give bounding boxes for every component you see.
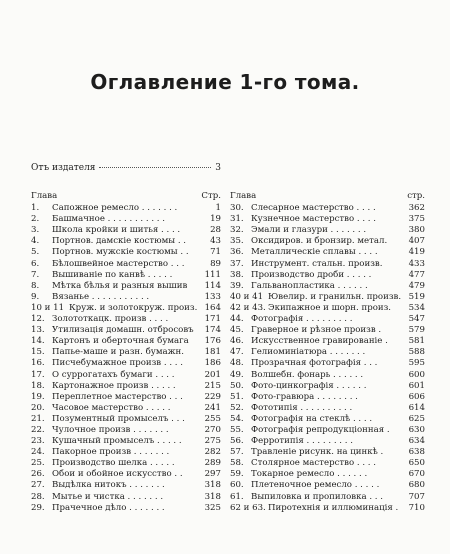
chapter-title: Фото-гравюра . . . . . . . . <box>251 391 358 402</box>
chapter-title: Круж. и золотокруж. произ. <box>69 302 198 313</box>
chapter-page: 111 <box>204 269 221 280</box>
chapter-number: 60. <box>230 480 244 491</box>
leader-dots <box>99 167 211 168</box>
toc-entry <box>31 336 221 347</box>
chapter-number: 3. <box>31 225 40 236</box>
chapter-page: 634 <box>408 436 425 447</box>
chapter-page: 89 <box>210 258 221 269</box>
chapter-number: 54. <box>230 413 244 424</box>
chapter-number: 40 и 41 <box>230 291 264 302</box>
chapter-page: 362 <box>408 203 425 214</box>
toc-entry <box>230 414 425 425</box>
chapter-number: 8. <box>31 280 40 291</box>
chapter-title: Искусственное гравированіе . <box>251 336 388 347</box>
chapter-page: 588 <box>408 347 425 358</box>
chapter-page: 325 <box>204 502 221 513</box>
toc-entry <box>230 458 425 469</box>
chapter-title: Ферротипія . . . . . . . . . <box>251 436 353 447</box>
chapter-number: 61. <box>230 491 244 502</box>
chapter-number: 42 и 43. <box>230 302 266 313</box>
chapter-page: 380 <box>408 225 425 236</box>
chapter-number: 16. <box>31 358 45 369</box>
toc-entry <box>31 403 221 414</box>
chapter-title: Слесарное мастерство . . . . <box>251 203 376 214</box>
chapter-title: Золототкацк. произв . . . . <box>52 314 169 325</box>
chapter-number: 12. <box>31 314 45 325</box>
chapter-number: 48. <box>230 358 244 369</box>
chapter-title: Портнов. мужскіе костюмы . . <box>52 247 189 258</box>
chapter-number: 47. <box>230 347 244 358</box>
chapter-number: 15. <box>31 347 45 358</box>
chapter-title: Башмачное . . . . . . . . . . . <box>52 214 166 225</box>
chapter-number: 44. <box>230 314 244 325</box>
chapter-page: 600 <box>408 369 425 380</box>
chapter-page: 419 <box>408 247 425 258</box>
toc-entries <box>230 203 425 514</box>
toc-entry <box>230 314 425 325</box>
chapter-title: Плетеночное ремесло . . . . . <box>251 480 380 491</box>
chapter-number: 55. <box>230 424 244 435</box>
toc-entry <box>31 492 221 503</box>
toc-entry <box>31 259 221 270</box>
toc-entry <box>230 469 425 480</box>
chapter-number: 38. <box>230 269 244 280</box>
chapter-title: Кузнечное мастерство . . . . <box>251 214 377 225</box>
chapter-page: 19 <box>210 214 221 225</box>
chapter-page: 479 <box>408 280 425 291</box>
toc-entries <box>31 203 221 514</box>
chapter-title: Фотографія . . . . . . . . . <box>251 314 353 325</box>
toc-entry <box>230 203 425 214</box>
toc-entry <box>31 314 221 325</box>
toc-entry <box>31 236 221 247</box>
chapter-title: Производство дроби . . . . . <box>251 269 372 280</box>
chapter-number: 46. <box>230 336 244 347</box>
chapter-title: Прачечное дѣло . . . . . . . <box>52 502 165 513</box>
toc-entry <box>230 214 425 225</box>
chapter-page: 176 <box>204 336 221 347</box>
chapter-title: Кушачный промыселъ . . . . . <box>52 436 182 447</box>
chapter-title: Вязанье . . . . . . . . . . . <box>52 291 150 302</box>
chapter-page: 534 <box>408 302 425 313</box>
chapter-page: 114 <box>204 280 221 291</box>
chapter-title: Столярное мастерство . . . . <box>251 458 376 469</box>
chapter-title: Бѣлошвейное мастерство . . . <box>52 258 185 269</box>
chapter-title: Эмали и глазури . . . . . . . <box>251 225 367 236</box>
chapter-number: 13. <box>31 325 45 336</box>
chapter-title: Школа кройки и шитья . . . . <box>52 225 181 236</box>
chapter-title: Обои и обойное искусство . . <box>52 469 183 480</box>
chapter-title: Мѣтка бѣлья и разныя вышив <box>52 280 188 291</box>
chapter-page: 43 <box>210 236 221 247</box>
chapter-number: 14. <box>31 336 45 347</box>
toc-entry <box>31 414 221 425</box>
chapter-title: Граверное и рѣзное произв . <box>251 325 382 336</box>
toc-entry <box>230 492 425 503</box>
toc-entry <box>230 447 425 458</box>
chapter-title: Картонажное произв . . . . . <box>52 380 176 391</box>
chapter-page: 375 <box>408 214 425 225</box>
chapter-page: 601 <box>408 380 425 391</box>
chapter-number: 57. <box>230 447 244 458</box>
chapter-page: 630 <box>408 424 425 435</box>
chapter-number: 31. <box>230 214 244 225</box>
chapter-title: О суррогатахъ бумаги . . . . <box>52 369 175 380</box>
chapter-number: 58. <box>230 458 244 469</box>
chapter-page: 201 <box>204 369 221 380</box>
chapter-page: 171 <box>204 314 221 325</box>
chapter-number: 45. <box>230 325 244 336</box>
chapter-page: 28 <box>210 225 221 236</box>
chapter-page: 270 <box>204 424 221 435</box>
toc-entry <box>230 403 425 414</box>
publisher-note-label: Отъ издателя <box>31 163 96 173</box>
toc-entry <box>230 436 425 447</box>
chapter-page: 680 <box>408 480 425 491</box>
toc-entry <box>31 370 221 381</box>
chapter-title: Травленіе рисунк. на цинкѣ . <box>251 447 384 458</box>
toc-entry <box>230 480 425 491</box>
toc-entry <box>230 247 425 258</box>
toc-entry <box>31 214 221 225</box>
toc-entry <box>230 225 425 236</box>
chapter-number: 4. <box>31 236 40 247</box>
chapter-number: 1. <box>31 203 40 214</box>
chapter-page: 614 <box>408 402 425 413</box>
chapter-number: 27. <box>31 480 45 491</box>
toc-entry <box>230 270 425 281</box>
chapter-number: 9. <box>31 291 40 302</box>
chapter-page: 289 <box>204 458 221 469</box>
chapter-number: 36. <box>230 247 244 258</box>
column-header <box>230 191 425 202</box>
chapter-number: 18. <box>31 380 45 391</box>
chapter-number: 50. <box>230 380 244 391</box>
toc-entry <box>230 347 425 358</box>
chapter-number: 30. <box>230 203 244 214</box>
toc-entry <box>230 336 425 347</box>
chapter-title: Инструмент. стальн. произв. <box>251 258 383 269</box>
publisher-note-entry <box>31 163 221 173</box>
chapter-title: Фототипія . . . . . . . . . . <box>251 402 353 413</box>
chapter-number: 26. <box>31 469 45 480</box>
toc-entry <box>230 370 425 381</box>
chapter-number: 22. <box>31 424 45 435</box>
chapter-number: 2. <box>31 214 40 225</box>
chapter-title: Фотографія репродукціонная . <box>251 424 390 435</box>
chapter-title: Сапожное ремесло . . . . . . . <box>52 203 178 214</box>
chapter-title: Пакорное произв . . . . . . . <box>52 447 170 458</box>
chapter-title: Чулочное произв . . . . . . . <box>52 424 169 435</box>
chapter-title: Металлическіе сплавы . . . . <box>251 247 378 258</box>
chapter-page: 186 <box>204 358 221 369</box>
chapter-page: 407 <box>408 236 425 247</box>
toc-entry <box>31 303 221 314</box>
chapter-title: Ювелир. и гранильн. произв. <box>268 291 402 302</box>
toc-entry <box>230 281 425 292</box>
toc-entry <box>31 425 221 436</box>
chapter-title: Пиротехнія и иллюминація . <box>268 502 399 513</box>
chapter-page: 215 <box>204 380 221 391</box>
toc-entry <box>230 392 425 403</box>
chapter-number: 19. <box>31 391 45 402</box>
chapter-title: Экипажное и шорн. произ. <box>268 302 392 313</box>
chapter-title: Картонъ и оберточная бумага <box>52 336 189 347</box>
toc-entry <box>31 458 221 469</box>
chapter-number: 32. <box>230 225 244 236</box>
chapter-page: 581 <box>408 336 425 347</box>
toc-entry <box>230 358 425 369</box>
toc-entry <box>31 392 221 403</box>
toc-entry <box>230 325 425 336</box>
chapter-page: 318 <box>204 480 221 491</box>
toc-entry <box>31 270 221 281</box>
chapter-page: 174 <box>204 325 221 336</box>
chapter-number: 59. <box>230 469 244 480</box>
chapter-page: 707 <box>408 491 425 502</box>
column-header-chapter: Глава <box>230 191 257 201</box>
toc-entry <box>230 259 425 270</box>
page-title: Оглавление 1-го тома. <box>90 70 360 94</box>
chapter-title: Вышиваніе по канвѣ . . . . . <box>52 269 173 280</box>
toc-entry <box>31 358 221 369</box>
toc-entry <box>31 503 221 514</box>
chapter-number: 51. <box>230 391 244 402</box>
chapter-title: Токарное ремесло . . . . . . <box>251 469 368 480</box>
chapter-page: 133 <box>204 291 221 302</box>
chapter-title: Выпиловка и пропиловка . . . <box>251 491 383 502</box>
chapter-page: 297 <box>204 469 221 480</box>
chapter-title: Позументный промыселъ . . . <box>52 413 185 424</box>
chapter-page: 670 <box>408 469 425 480</box>
chapter-number: 21. <box>31 413 45 424</box>
chapter-number: 39. <box>230 280 244 291</box>
chapter-number: 29. <box>31 502 45 513</box>
toc-entry <box>230 292 425 303</box>
toc-entry <box>230 425 425 436</box>
chapter-number: 35. <box>230 236 244 247</box>
chapter-page: 229 <box>204 391 221 402</box>
chapter-page: 433 <box>408 258 425 269</box>
column-header-page: стр. <box>407 191 425 201</box>
toc-entry <box>31 247 221 258</box>
chapter-page: 477 <box>408 269 425 280</box>
toc-left-column <box>31 191 221 514</box>
chapter-number: 5. <box>31 247 40 258</box>
chapter-page: 71 <box>210 247 221 258</box>
toc-entry <box>31 381 221 392</box>
toc-entry <box>31 325 221 336</box>
chapter-title: Портнов. дамскіе костюмы . . <box>52 236 187 247</box>
chapter-page: 241 <box>204 402 221 413</box>
chapter-page: 547 <box>408 314 425 325</box>
chapter-title: Переплетное мастерство . . . <box>52 391 183 402</box>
chapter-page: 638 <box>408 447 425 458</box>
chapter-page: 275 <box>204 436 221 447</box>
column-header-chapter: Глава <box>31 191 58 201</box>
toc-entry <box>31 203 221 214</box>
toc-entry <box>230 503 425 514</box>
chapter-page: 282 <box>204 447 221 458</box>
chapter-title: Прозрачная фотографія . . . <box>251 358 378 369</box>
chapter-title: Часовое мастерство . . . . . <box>52 402 171 413</box>
chapter-title: Волшебн. фонарь . . . . . . <box>251 369 364 380</box>
chapter-number: 24. <box>31 447 45 458</box>
toc-entry <box>31 480 221 491</box>
chapter-title: Мытье и чистка . . . . . . . <box>52 491 164 502</box>
chapter-title: Фото-цинкографія . . . . . . <box>251 380 367 391</box>
toc-entry <box>31 347 221 358</box>
chapter-number: 10 и 11 <box>31 302 65 313</box>
chapter-page: 181 <box>204 347 221 358</box>
chapter-page: 164 <box>204 302 221 313</box>
chapter-title: Оксидиров. и бронзир. метал. <box>251 236 388 247</box>
chapter-title: Выдѣлка нитокъ . . . . . . . <box>52 480 165 491</box>
chapter-number: 25. <box>31 458 45 469</box>
chapter-page: 606 <box>408 391 425 402</box>
toc-entry <box>31 292 221 303</box>
chapter-page: 595 <box>408 358 425 369</box>
chapter-title: Гальванопластика . . . . . . <box>251 280 368 291</box>
chapter-number: 28. <box>31 491 45 502</box>
chapter-number: 49. <box>230 369 244 380</box>
toc-entry <box>230 236 425 247</box>
chapter-title: Гелиоминіатюра . . . . . . . <box>251 347 366 358</box>
chapter-number: 20. <box>31 402 45 413</box>
chapter-title: Утилизація домашн. отбросовъ <box>52 325 194 336</box>
chapter-title: Писчебумажное произв . . . . <box>52 358 183 369</box>
chapter-number: 52. <box>230 402 244 413</box>
chapter-title: Папье-маше и разн. бумажн. <box>52 347 184 358</box>
chapter-page: 255 <box>204 413 221 424</box>
publisher-note-page: 3 <box>215 163 221 173</box>
chapter-number: 17. <box>31 369 45 380</box>
toc-entry <box>230 381 425 392</box>
chapter-title: Производство шелка . . . . . <box>52 458 175 469</box>
chapter-number: 62 и 63. <box>230 502 266 513</box>
column-header-page: Стр. <box>201 191 221 201</box>
column-header <box>31 191 221 202</box>
chapter-number: 56. <box>230 436 244 447</box>
toc-entry <box>230 303 425 314</box>
toc-right-column <box>230 191 425 514</box>
toc-entry <box>31 281 221 292</box>
toc-entry <box>31 469 221 480</box>
chapter-page: 625 <box>408 413 425 424</box>
chapter-page: 318 <box>204 491 221 502</box>
chapter-page: 1 <box>215 203 221 214</box>
toc-entry <box>31 225 221 236</box>
chapter-title: Фотографія на стеклѣ . . . . <box>251 413 373 424</box>
chapter-page: 579 <box>408 325 425 336</box>
toc-entry <box>31 436 221 447</box>
chapter-number: 37. <box>230 258 244 269</box>
chapter-number: 7. <box>31 269 40 280</box>
chapter-page: 650 <box>408 458 425 469</box>
chapter-page: 519 <box>408 291 425 302</box>
chapter-number: 6. <box>31 258 40 269</box>
chapter-number: 23. <box>31 436 45 447</box>
chapter-page: 710 <box>408 502 425 513</box>
toc-entry <box>31 447 221 458</box>
